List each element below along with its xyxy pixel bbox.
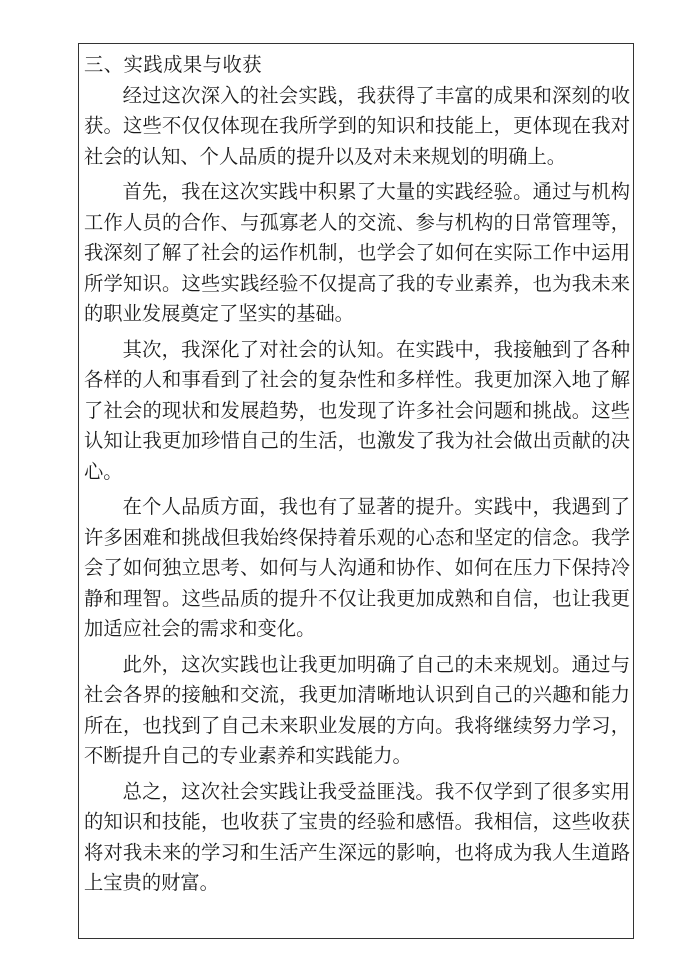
paragraph-social-cognition: 其次，我深化了对社会的认知。在实践中，我接触到了各种各样的人和事看到了社会的复杂性和多样性。我更加深入地了解了社会的现状和发展趋势，也发现了许多社会问题和挑战。这些认知让我更加珍惜自己的生活，也激发了我为社会做出贡献的决心。 (84, 337, 630, 483)
paragraph-future-planning: 此外，这次实践也让我更加明确了自己的未来规划。通过与社会各界的接触和交流，我更加清晰地认识到自己的兴趣和能力所在，也找到了自己未来职业发展的方向。我将继续努力学习，不断提升自己的专业素养和实践能力。 (84, 652, 630, 767)
section-heading: 三、实践成果与收获 (84, 53, 263, 76)
report-section (84, 50, 630, 904)
paragraph-conclusion: 总之，这次社会实践让我受益匪浅。我不仅学到了很多实用的知识和技能，也收获了宝贵的经验和感悟。我相信，这些收获将对我未来的学习和生活产生深远的影响，也将成为我人生道路上宝贵的财富。 (84, 779, 630, 894)
paragraph-personal-quality: 在个人品质方面，我也有了显著的提升。实践中，我遇到了许多困难和挑战但我始终保持着乐观的心态和坚定的信念。我学会了如何独立思考、如何与人沟通和协作、如何在压力下保持冷静和理智。这些品质的提升不仅让我更加成熟和自信，也让我更加适应社会的需求和变化。 (84, 495, 630, 640)
paragraph-experience: 首先，我在这次实践中积累了大量的实践经验。通过与机构工作人员的合作、与孤寡老人的交流、参与机构的日常管理等，我深刻了解了社会的运作机制，也学会了如何在实际工作中运用所学知识。这些实践经验不仅提高了我的专业素养，也为我未来的职业发展奠定了坚实的基础。 (84, 180, 630, 325)
paragraph-intro: 经过这次深入的社会实践，我获得了丰富的成果和深刻的收获。这些不仅仅体现在我所学到的知识和技能上，更体现在我对社会的认知、个人品质的提升以及对未来规划的明确上。 (84, 83, 630, 168)
